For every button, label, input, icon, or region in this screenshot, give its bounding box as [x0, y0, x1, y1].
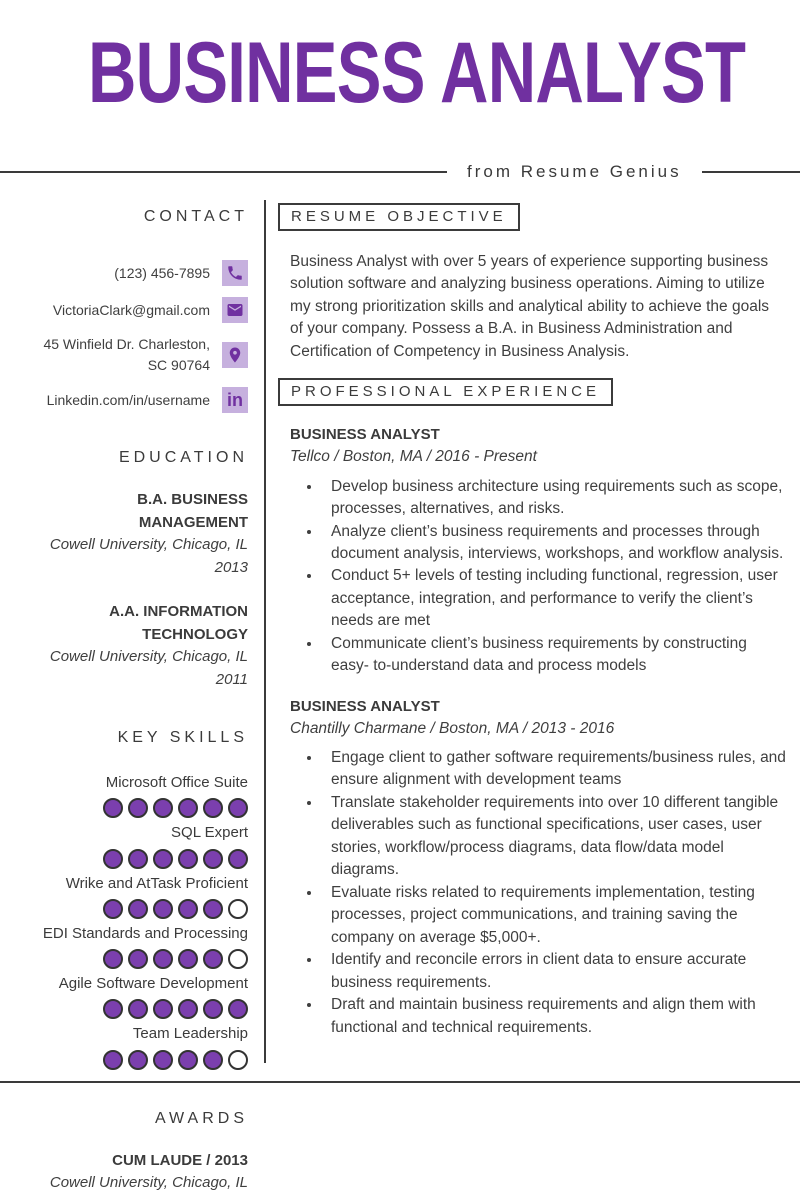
experience-bullet: • Conduct 5+ levels of testing including functional, regression, user acceptance, integration, and performance to verify the client’s needs are met [322, 565, 786, 632]
skill-rating [33, 949, 248, 969]
skill-dot-filled [103, 1050, 123, 1070]
skill-name: Wrike and AtTask Proficient [65, 874, 248, 892]
skill-rating [33, 798, 248, 818]
skill-name: Agile Software Development [58, 975, 248, 992]
skill-dot-filled [178, 849, 198, 869]
skill-item [33, 773, 248, 818]
skill-dot-filled [203, 798, 223, 818]
skill-dot-filled [103, 949, 123, 969]
objective-section [278, 203, 786, 363]
experience-bullet: • Engage client to gather software requirements/business rules, and ensure alignment with development teams [322, 747, 786, 792]
skill-rating [33, 999, 248, 1019]
main-content [278, 203, 786, 1039]
skill-dot-filled [103, 999, 123, 1019]
job-title: BUSINESS ANALYST [290, 426, 440, 444]
header-rule-right [702, 171, 800, 173]
skill-dot-filled [228, 849, 248, 869]
header-tagline: from Resume Genius [467, 162, 682, 181]
skill-name: SQL Expert [171, 824, 248, 842]
skill-dot-filled [178, 899, 198, 919]
skill-dot-filled [178, 949, 198, 969]
skill-rating [33, 849, 248, 869]
experience-bullet: • Translate stakeholder requirements into over 10 different tangible deliverables such as functional specifications, user cases, user stories, workflow/process diagrams, data flow/data model diagrams. [322, 792, 786, 882]
job-bullet-list [290, 476, 786, 678]
skill-dot-filled [128, 899, 148, 919]
key-skills-heading: KEY SKILLS [117, 729, 248, 746]
experience-bullet: • Identify and reconcile errors in client data to ensure accurate business requirements. [322, 949, 786, 994]
phone-icon [222, 260, 248, 286]
skill-dot-filled [103, 849, 123, 869]
skill-item [33, 1024, 248, 1069]
skill-dot-filled [203, 1050, 223, 1070]
school-name: Cowell University, Chicago, IL [49, 536, 248, 553]
email-address: VictoriaClark@gmail.com [52, 301, 210, 318]
awards-section [33, 1110, 248, 1195]
experience-bullet: • Communicate client’s business requirements by constructing easy- to-understand data and process models [322, 633, 786, 678]
linkedin-glyph: in [227, 390, 243, 410]
page-title: BUSINESS ANALYST [88, 25, 746, 121]
experience-heading: PROFESSIONAL EXPERIENCE [278, 378, 613, 406]
contact-list [33, 260, 248, 413]
skill-dot-filled [128, 999, 148, 1019]
education-heading: EDUCATION [118, 449, 248, 466]
skill-item [33, 924, 248, 969]
column-divider [264, 200, 266, 1063]
skill-rating [33, 899, 248, 919]
skill-item [33, 874, 248, 919]
skill-dot-filled [128, 1050, 148, 1070]
job-meta: Chantilly Charmane / Boston, MA / 2013 - 2016 [290, 719, 615, 737]
skill-dot-filled [203, 949, 223, 969]
job-bullet-list [290, 747, 786, 1039]
awards-heading: AWARDS [154, 1109, 248, 1127]
skill-dot-filled [203, 999, 223, 1019]
sidebar [0, 208, 248, 1195]
job-entry [290, 424, 786, 677]
education-entry [33, 489, 248, 579]
skill-name: EDI Standards and Processing [42, 924, 248, 942]
experience-section [278, 378, 786, 1039]
objective-heading: RESUME OBJECTIVE [278, 203, 520, 231]
contact-heading: CONTACT [143, 208, 248, 225]
skill-dot-filled [178, 798, 198, 818]
skill-dot-filled [203, 849, 223, 869]
degree-name: B.A. BUSINESS MANAGEMENT [137, 491, 248, 531]
experience-bullet: • Evaluate risks related to requirements implementation, testing processes, project communications, and training saving the company on average $5,000+. [322, 882, 786, 949]
degree-name: A.A. INFORMATION TECHNOLOGY [109, 603, 248, 643]
experience-bullet: • Analyze client’s business requirements and processes through document analysis, interviews, workshops, and workflow analysis. [322, 521, 786, 566]
skill-dot-filled [153, 899, 173, 919]
job-title: BUSINESS ANALYST [290, 697, 440, 715]
job-meta: Tellco / Boston, MA / 2016 - Present [290, 448, 537, 466]
header-tagline-row [0, 162, 800, 182]
mail-icon [222, 297, 248, 323]
skill-dot-filled [153, 949, 173, 969]
award-title: CUM LAUDE / 2013 [112, 1151, 248, 1169]
skill-dot-empty [228, 949, 248, 969]
skill-dot-filled [103, 899, 123, 919]
award-entry [33, 1150, 248, 1195]
bottom-rule [0, 1081, 800, 1083]
graduation-year: 2013 [214, 558, 248, 576]
skill-name: Team Leadership [132, 1025, 248, 1043]
contact-item-address [33, 334, 248, 376]
skill-dot-filled [153, 999, 173, 1019]
award-detail: Cowell University, Chicago, IL [49, 1174, 248, 1191]
skill-dot-filled [153, 798, 173, 818]
street-address: 45 Winfield Dr. Charleston, SC 90764 [43, 336, 210, 373]
skill-dot-empty [228, 1050, 248, 1070]
skill-dot-filled [178, 999, 198, 1019]
graduation-year: 2011 [215, 670, 248, 688]
skill-dot-filled [153, 849, 173, 869]
skill-dot-empty [228, 899, 248, 919]
header-rule-left [0, 171, 447, 173]
education-section [33, 449, 248, 691]
phone-number: (123) 456-7895 [114, 264, 210, 281]
contact-item-linkedin [33, 387, 248, 413]
key-skills-section [33, 729, 248, 1070]
skill-dot-filled [153, 1050, 173, 1070]
skill-dot-filled [103, 798, 123, 818]
skill-dot-filled [178, 1050, 198, 1070]
contact-section [33, 208, 248, 413]
skill-item [33, 823, 248, 868]
skill-dot-filled [228, 798, 248, 818]
contact-item-email [33, 297, 248, 323]
experience-bullet: • Draft and maintain business requirements and align them with functional and technical requirements. [322, 994, 786, 1039]
school-name: Cowell University, Chicago, IL [49, 648, 248, 665]
skill-dot-filled [128, 849, 148, 869]
skill-name: Microsoft Office Suite [105, 774, 248, 791]
job-entry [290, 696, 786, 1039]
skill-rating [33, 1050, 248, 1070]
linkedin-url: Linkedin.com/in/username [46, 391, 210, 408]
skill-item [33, 974, 248, 1019]
location-icon [222, 342, 248, 368]
objective-text: Business Analyst with over 5 years of experience supporting business solution software and analyzing business operations. Aiming to utilize my strong prioritization skills and analytical ability to achieve the goals of your company. Possess a B.A. in Business Administration and Certification of Competency in Business Analysis. [290, 253, 770, 360]
linkedin-icon [222, 387, 248, 413]
contact-item-phone [33, 260, 248, 286]
skill-dot-filled [228, 999, 248, 1019]
education-entry [33, 601, 248, 691]
skill-dot-filled [203, 899, 223, 919]
skill-dot-filled [128, 949, 148, 969]
skill-dot-filled [128, 798, 148, 818]
experience-bullet: • Develop business architecture using requirements such as scope, processes, alternatives, and risks. [322, 476, 786, 521]
